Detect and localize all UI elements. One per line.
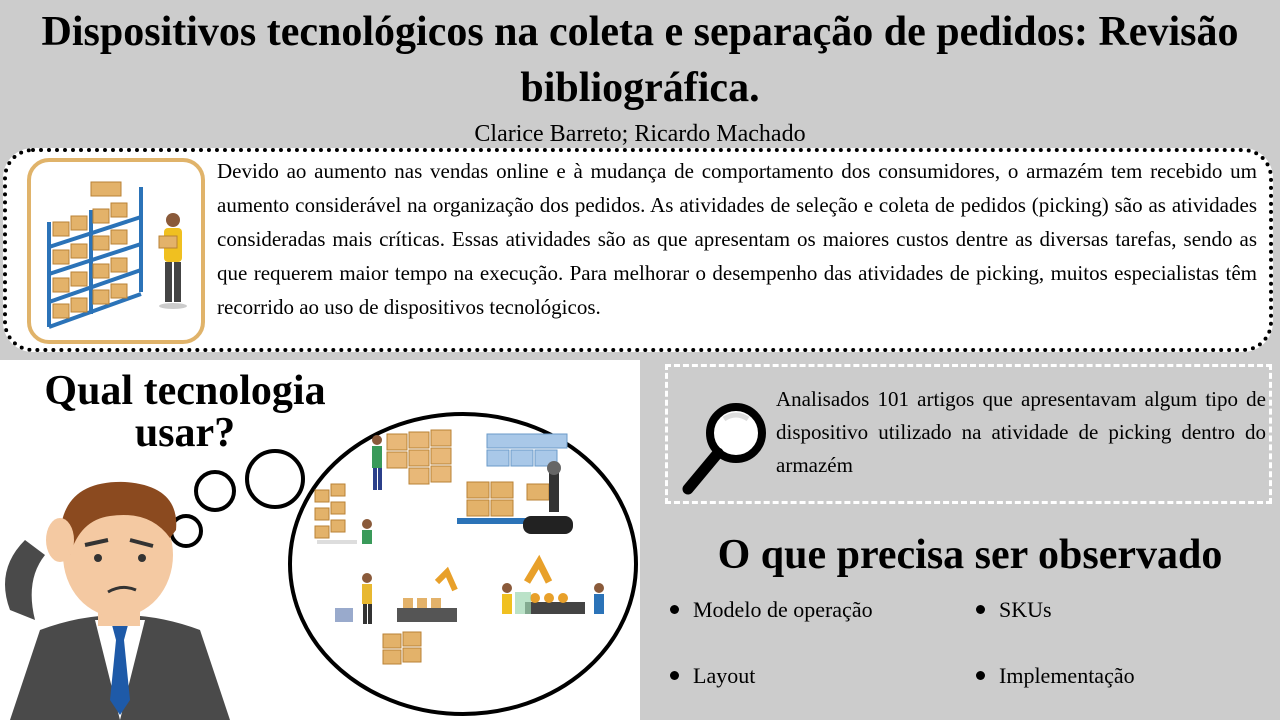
analysis-text: Analisados 101 artigos que apresentavam algum tipo de dispositivo utilizado na atividade de picking dentro do armazém — [776, 387, 1266, 477]
warehouse-shelves-worker-icon — [27, 158, 205, 344]
list-item-operation-model: Modelo de operação — [670, 596, 873, 624]
warehouse-technology-icon — [287, 412, 641, 718]
question-line-1: Qual tecnologia — [44, 368, 326, 414]
magnifier-icon — [678, 397, 768, 497]
list-item-skus: SKUs — [976, 596, 1052, 624]
page-title: Dispositivos tecnológicos na coleta e separação de pedidos: Revisão bibliográfica. — [41, 9, 1239, 111]
question-line-2: usar? — [134, 410, 236, 456]
authors: Clarice Barreto; Ricardo Machado — [474, 121, 806, 147]
list-item-layout: Layout — [670, 662, 755, 690]
intro-text: Devido ao aumento nas vendas online e à mudança de comportamento dos consumidores, o armazém tem recebido um aumento considerável na organização dos pedidos. As atividades de seleção e coleta de pedidos (picking) são as atividades consideradas mais críticas. Essas atividades são as que apresentam os maiores custos dentre as diversas tarefas, sendo as que requerem maior tempo na execução. Para melhorar o desempenho das atividades de picking, muitos especialistas têm recorrido ao uso de dispositivos tecnológicos. — [217, 159, 1257, 319]
analysis-box — [665, 364, 1272, 504]
observe-title: O que precisa ser observado — [717, 532, 1223, 578]
intro-box — [3, 148, 1273, 352]
list-item-implementation: Implementação — [976, 662, 1135, 690]
thinking-man-icon — [0, 460, 240, 720]
